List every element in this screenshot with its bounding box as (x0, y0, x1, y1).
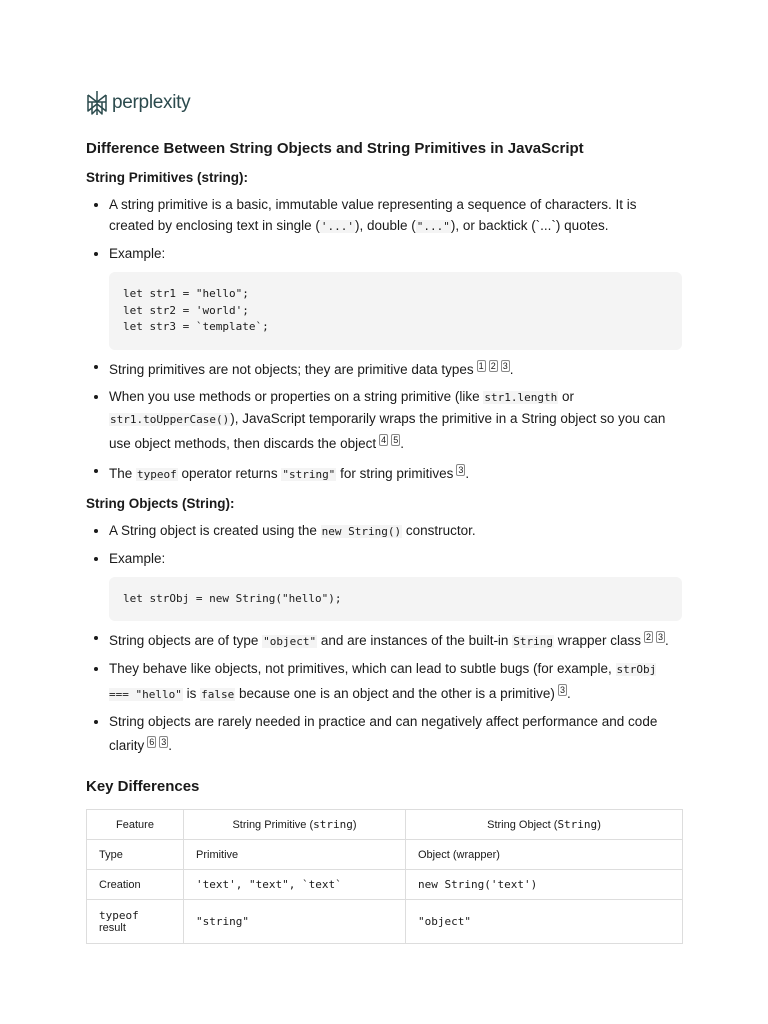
table-cell: Type (87, 840, 184, 870)
table-cell: 'text', "text", `text` (184, 870, 406, 900)
objects-list (86, 520, 682, 569)
table-cell: "string" (184, 900, 406, 944)
page-title: Difference Between String Objects and String Primitives in JavaScript (86, 140, 584, 157)
code-block[interactable]: let str1 = "hello"; let str2 = 'world'; let str3 = `template`; (109, 272, 682, 350)
inline-code: "string" (282, 467, 336, 481)
citation-link[interactable]: 2 (646, 632, 652, 642)
table-header-cell: String Object (String) (406, 810, 683, 840)
table-cell: new String('text') (406, 870, 683, 900)
list-item: String primitives are not objects; they are primitive data types $^1$ $^2$ $^3$ . (86, 356, 682, 380)
table-header-cell: String Primitive (string) (184, 810, 406, 840)
inline-code: str1.length (484, 390, 558, 404)
list-item: Example: (86, 243, 682, 264)
inline-code: false (201, 688, 235, 701)
primitives-list-cont (86, 356, 682, 485)
section-heading-key-differences: Key Differences (86, 778, 200, 795)
primitives-list (86, 194, 682, 264)
list-item: When you use methods or properties on a string primitive (like str1.length or str1.toUpperCase()), JavaScript temporarily wraps the primitive in a String object so you can use object methods, then discards the object $^4$ $^5$ . (86, 386, 682, 454)
inline-code: new String() (321, 524, 402, 538)
list-item: Example: (86, 548, 682, 569)
inline-code: str1.toUpperCase() (110, 412, 230, 426)
inline-code: '...' (320, 220, 354, 233)
citation-link[interactable]: 3 (161, 737, 167, 747)
list-item: String objects are of type "object" and are instances of the built-in String wrapper class $^2$ $^3$ . (86, 627, 682, 652)
page (86, 88, 682, 944)
objects-list-cont (86, 627, 682, 756)
list-item: String objects are rarely needed in practice and can negatively affect performance and code clarity $^6$ $^3$ . (86, 711, 682, 756)
inline-code: "object" (263, 635, 317, 648)
table-row (87, 900, 683, 944)
table-cell: "object" (406, 900, 683, 944)
citation-link[interactable]: 3 (559, 685, 565, 695)
code-block[interactable]: let strObj = new String("hello"); (109, 577, 682, 622)
section-heading-primitives: String Primitives (string): (86, 170, 249, 185)
list-item: The typeof operator returns "string" for string primitives $^3$ . (86, 460, 682, 485)
table-cell: Primitive (184, 840, 406, 870)
list-item: A string primitive is a basic, immutable value representing a sequence of characters. It is created by enclosing text in single ('...'), double ("..."), or backtick (`...`) quotes. (86, 194, 682, 237)
table-row (87, 840, 683, 870)
section-heading-objects: String Objects (String): (86, 495, 235, 511)
table-cell: Creation (87, 870, 184, 900)
table-row (87, 870, 683, 900)
perplexity-logo-icon (86, 90, 108, 116)
table-cell: typeof result (87, 900, 184, 944)
citation-link[interactable]: 5 (393, 434, 399, 445)
inline-code: strObj === "hello" (109, 663, 657, 701)
list-item: They behave like objects, not primitives, which can lead to subtle bugs (for example, strObj === "hello" is false because one is an object and the other is a primitive) $^3$ . (86, 658, 682, 705)
citation-link[interactable]: 4 (381, 434, 387, 445)
table-header-row (87, 810, 683, 840)
table-cell: Object (wrapper) (406, 840, 683, 870)
table-header-cell: Feature (87, 810, 184, 840)
citation-link[interactable]: 6 (149, 737, 155, 747)
citation-link[interactable]: 3 (502, 360, 508, 371)
citation-link[interactable]: 3 (458, 464, 464, 475)
citation-link[interactable]: 3 (658, 632, 664, 642)
list-item: A String object is created using the new String() constructor. (86, 520, 682, 542)
inline-code: typeof (137, 467, 177, 481)
inline-code: String (513, 635, 553, 648)
citation-link[interactable]: 2 (490, 360, 496, 371)
brand-name: perplexity (112, 92, 191, 113)
citation-link[interactable]: 1 (478, 360, 484, 371)
brand-header[interactable] (86, 88, 682, 118)
differences-table (86, 809, 683, 944)
inline-code: "..." (416, 220, 450, 233)
